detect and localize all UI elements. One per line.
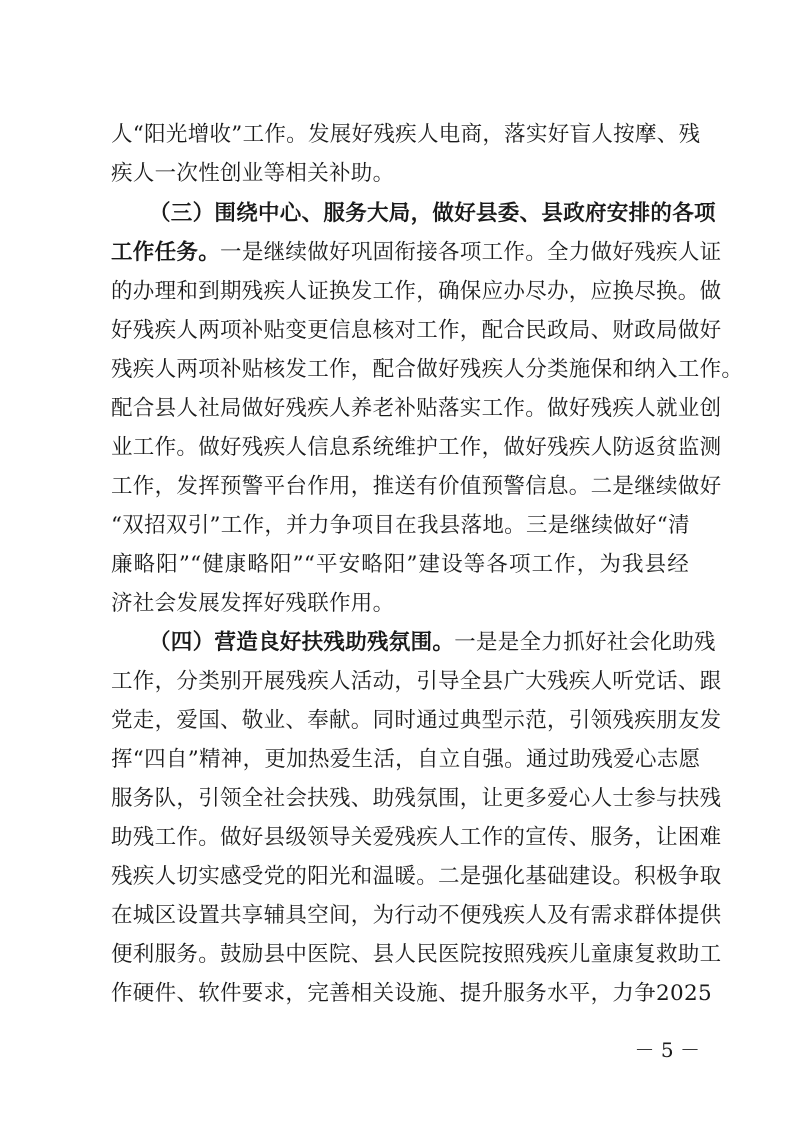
paragraph-line: 廉略阳”“健康略阳”“平安略阳”建设等各项工作，为我县经: [111, 552, 689, 577]
paragraph-line: 好残疾人两项补贴变更信息核对工作，配合民政局、财政局做好: [111, 318, 722, 343]
paragraph-line: 残疾人切实感受党的阳光和温暖。二是强化基础建设。积极争取: [111, 864, 722, 889]
paragraph-line: 业工作。做好残疾人信息系统维护工作，做好残疾人防返贫监测: [111, 435, 722, 460]
section-heading-4: （四）营造良好扶残助残氛围。一是是全力抓好社会化助残: [149, 630, 716, 655]
paragraph-line: 作硬件、软件要求，完善相关设施、提升服务水平，力争2025: [111, 981, 712, 1006]
page-number: － 5 －: [634, 1038, 700, 1062]
paragraph-line: 在城区设置共享辅具空间，为行动不便残疾人及有需求群体提供: [111, 903, 722, 928]
paragraph-line: 工作，分类别开展残疾人活动，引导全县广大残疾人听党话、跟: [111, 669, 722, 694]
paragraph-line: 党走，爱国、敬业、奉献。同时通过典型示范，引领残疾朋友发: [111, 708, 722, 733]
section-heading-3: （三）围绕中心、服务大局，做好县委、县政府安排的各项: [149, 201, 716, 226]
paragraph-line: 助残工作。做好县级领导关爱残疾人工作的宣传、服务，让困难: [111, 825, 722, 850]
paragraph-line: 挥“四自”精神，更加热爱生活，自立自强。通过助残爱心志愿: [111, 747, 701, 772]
paragraph-line: 工作任务。一是继续做好巩固衔接各项工作。全力做好残疾人证: [111, 240, 722, 265]
section-heading-3-cont: 工作任务。: [111, 240, 221, 265]
paragraph-line: 疾人一次性创业等相关补助。: [111, 161, 395, 186]
paragraph-line: 工作，发挥预警平台作用，推送有价值预警信息。二是继续做好: [111, 474, 722, 499]
paragraph-line: 济社会发展发挥好残联作用。: [111, 591, 395, 616]
paragraph-line: “双招双引”工作，并力争项目在我县落地。三是继续做好“清: [111, 513, 690, 538]
paragraph-line: 服务队，引领全社会扶残、助残氛围，让更多爱心人士参与扶残: [111, 786, 722, 811]
paragraph-line: 残疾人两项补贴核发工作，配合做好残疾人分类施保和纳入工作。: [111, 357, 744, 382]
paragraph-line: 的办理和到期残疾人证换发工作，确保应办尽办，应换尽换。做: [111, 279, 722, 304]
paragraph-line: 配合县人社局做好残疾人养老补贴落实工作。做好残疾人就业创: [111, 396, 722, 421]
paragraph-line: 人“阳光增收”工作。发展好残疾人电商，落实好盲人按摩、残: [111, 122, 701, 147]
paragraph-line: 便利服务。鼓励县中医院、县人民医院按照残疾儿童康复救助工: [111, 942, 722, 967]
